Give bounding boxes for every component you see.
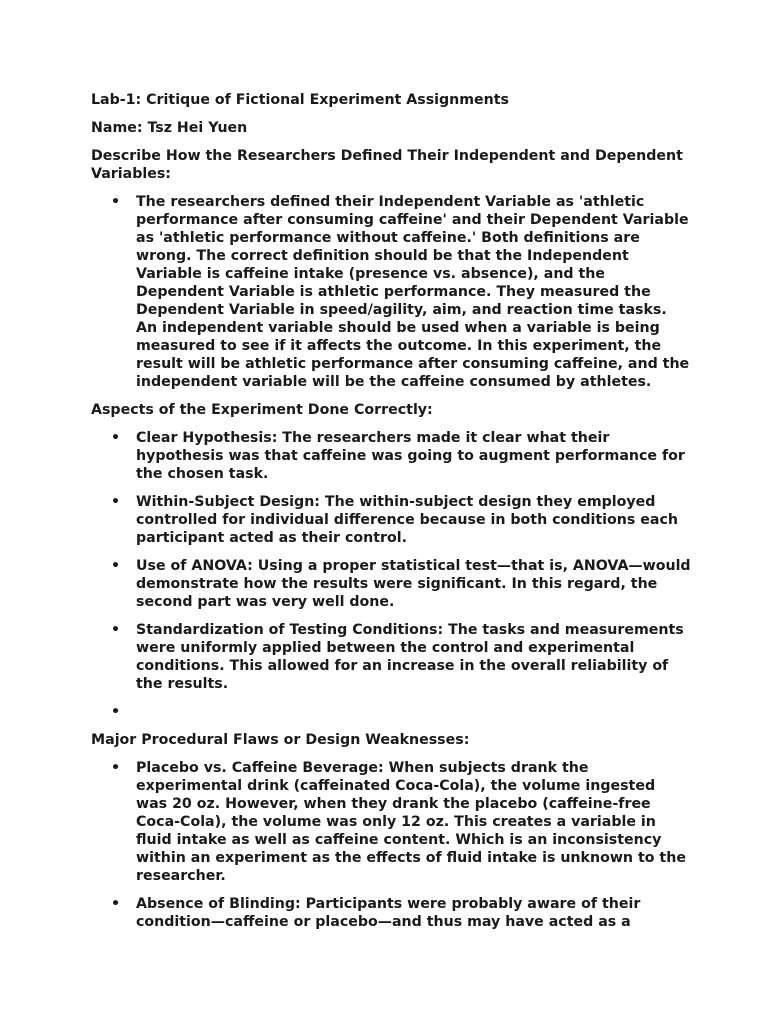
document-title: Lab-1: Critique of Fictional Experiment Assignments <box>91 92 509 108</box>
bullet-icon: • <box>111 622 121 638</box>
section-heading-correct-aspects: Aspects of the Experiment Done Correctly: <box>91 402 433 418</box>
list-item-text: Within-Subject Design: The within-subject design they employed controlled for individual difference because in both conditions each participant acted as their control. <box>136 494 678 546</box>
section-heading-flaws: Major Procedural Flaws or Design Weaknesses: <box>91 732 470 748</box>
flaws-list <box>91 759 691 931</box>
list-item-text: Standardization of Testing Conditions: The tasks and measurements were uniformly applied between the control and experimental conditions. This allowed for an increase in the overall reliability of the results. <box>136 622 684 692</box>
bullet-icon: • <box>111 704 121 720</box>
list-item <box>91 429 691 483</box>
bullet-icon: • <box>111 194 121 210</box>
list-item-text: Clear Hypothesis: The researchers made it clear what their hypothesis was that caffeine was going to augment performance for the chosen task. <box>136 430 685 482</box>
list-item <box>91 193 691 391</box>
list-item-text: Absence of Blinding: Participants were probably aware of their condition—caffeine or placebo—and thus may have acted as a <box>136 896 641 930</box>
variables-list <box>91 193 691 391</box>
list-item <box>91 557 691 611</box>
correct-aspects-list <box>91 429 691 721</box>
bullet-icon: • <box>111 760 121 776</box>
list-item <box>91 621 691 693</box>
student-name: Name: Tsz Hei Yuen <box>91 120 248 136</box>
list-item-empty <box>91 703 691 721</box>
list-item <box>91 895 691 931</box>
bullet-icon: • <box>111 430 121 446</box>
list-item-text: The researchers defined their Independent Variable as 'athletic performance after consuming caffeine' and their Dependent Variable as 'athletic performance without caffeine.' Both definitions are wrong. The correct definition should be that the Independent Variable is caffeine intake (presence vs. absence), and the Dependent Variable is athletic performance. They measured the Dependent Variable in speed/agility, aim, and reaction time tasks. An independent variable should be used when a variable is being measured to see if it affects the outcome. In this experiment, the result will be athletic performance after consuming caffeine, and the independent variable will be the caffeine consumed by athletes. <box>136 194 690 390</box>
list-item <box>91 493 691 547</box>
list-item-text: Placebo vs. Caffeine Beverage: When subjects drank the experimental drink (caffeinated Coca-Cola), the volume ingested was 20 oz. However, when they drank the placebo (caffeine-free Coca-Cola), the volume was only 12 oz. This creates a variable in fluid intake as well as caffeine content. Which is an inconsistency within an experiment as the effects of fluid intake is unknown to the researcher. <box>136 760 686 884</box>
bullet-icon: • <box>111 896 121 912</box>
list-item <box>91 759 691 885</box>
bullet-icon: • <box>111 558 121 574</box>
document-page <box>91 91 691 941</box>
bullet-icon: • <box>111 494 121 510</box>
section-heading-variables: Describe How the Researchers Defined Their Independent and Dependent Variables: <box>91 148 683 182</box>
list-item-text: Use of ANOVA: Using a proper statistical test—that is, ANOVA—would demonstrate how the results were significant. In this regard, the second part was very well done. <box>136 558 691 610</box>
